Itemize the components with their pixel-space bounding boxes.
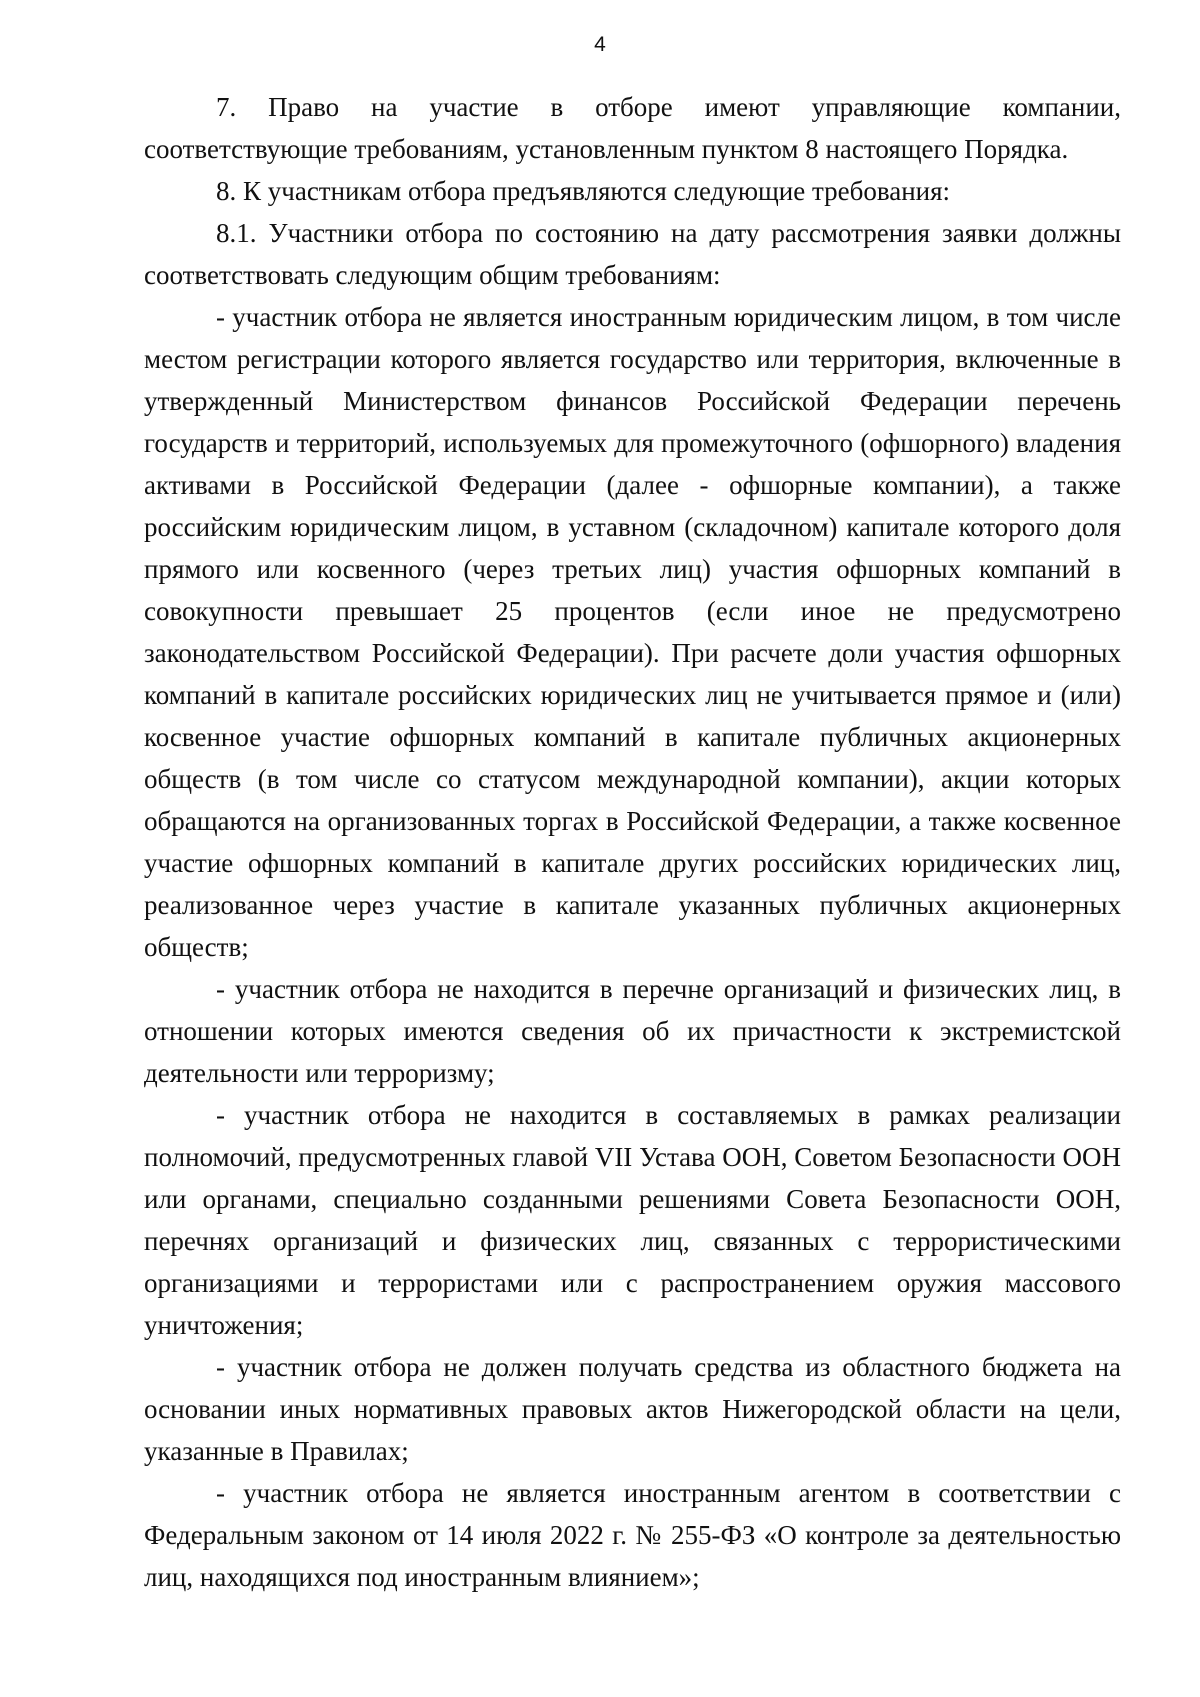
- requirement-not-foreign-agent: - участник отбора не является иностранным агентом в соответствии с Федеральным законом от 14 июля 2022 г. № 255-ФЗ «О контроле за деятельностью лиц, находящихся под иностранным влиянием»;: [144, 1478, 1121, 1592]
- document-body: [144, 86, 1121, 1598]
- page-number: 4: [594, 33, 606, 56]
- requirement-extremism-list: - участник отбора не находится в перечне организаций и физических лиц, в отношении которых имеются сведения об их причастности к экстремистской деятельности или терроризму;: [144, 974, 1121, 1088]
- requirement-no-other-budget-funds: - участник отбора не должен получать средства из областного бюджета на основании иных нормативных правовых актов Нижегородской области на цели, указанные в Правилах;: [144, 1352, 1121, 1466]
- paragraph-8: 8. К участникам отбора предъявляются следующие требования:: [216, 176, 951, 206]
- paragraph-8-1: 8.1. Участники отбора по состоянию на дату рассмотрения заявки должны соответствовать следующим общим требованиям:: [144, 218, 1121, 290]
- requirement-un-sanctions: - участник отбора не находится в составляемых в рамках реализации полномочий, предусмотренных главой VII Устава ООН, Советом Безопасности ООН или органами, специально созданными решениями Совета Безопасности ООН, перечнях организаций и физических лиц, связанных с террористическими организациями и террористами или с распространением оружия массового уничтожения;: [144, 1100, 1121, 1340]
- paragraph-7: 7. Право на участие в отборе имеют управляющие компании, соответствующие требованиям, установленным пунктом 8 настоящего Порядка.: [144, 92, 1121, 164]
- requirement-offshore: - участник отбора не является иностранным юридическим лицом, в том числе местом регистрации которого является государство или территория, включенные в утвержденный Министерством финансов Российской Федерации перечень государств и территорий, используемых для промежуточного (офшорного) владения активами в Российской Федерации (далее - офшорные компании), а также российским юридическим лицом, в уставном (складочном) капитале которого доля прямого или косвенного (через третьих лиц) участия офшорных компаний в совокупности превышает 25 процентов (если иное не предусмотрено законодательством Российской Федерации). При расчете доли участия офшорных компаний в капитале российских юридических лиц не учитывается прямое и (или) косвенное участие офшорных компаний в капитале публичных акционерных обществ (в том числе со статусом международной компании), акции которых обращаются на организованных торгах в Российской Федерации, а также косвенное участие офшорных компаний в капитале других российских юридических лиц, реализованное через участие в капитале указанных публичных акционерных обществ;: [144, 302, 1121, 962]
